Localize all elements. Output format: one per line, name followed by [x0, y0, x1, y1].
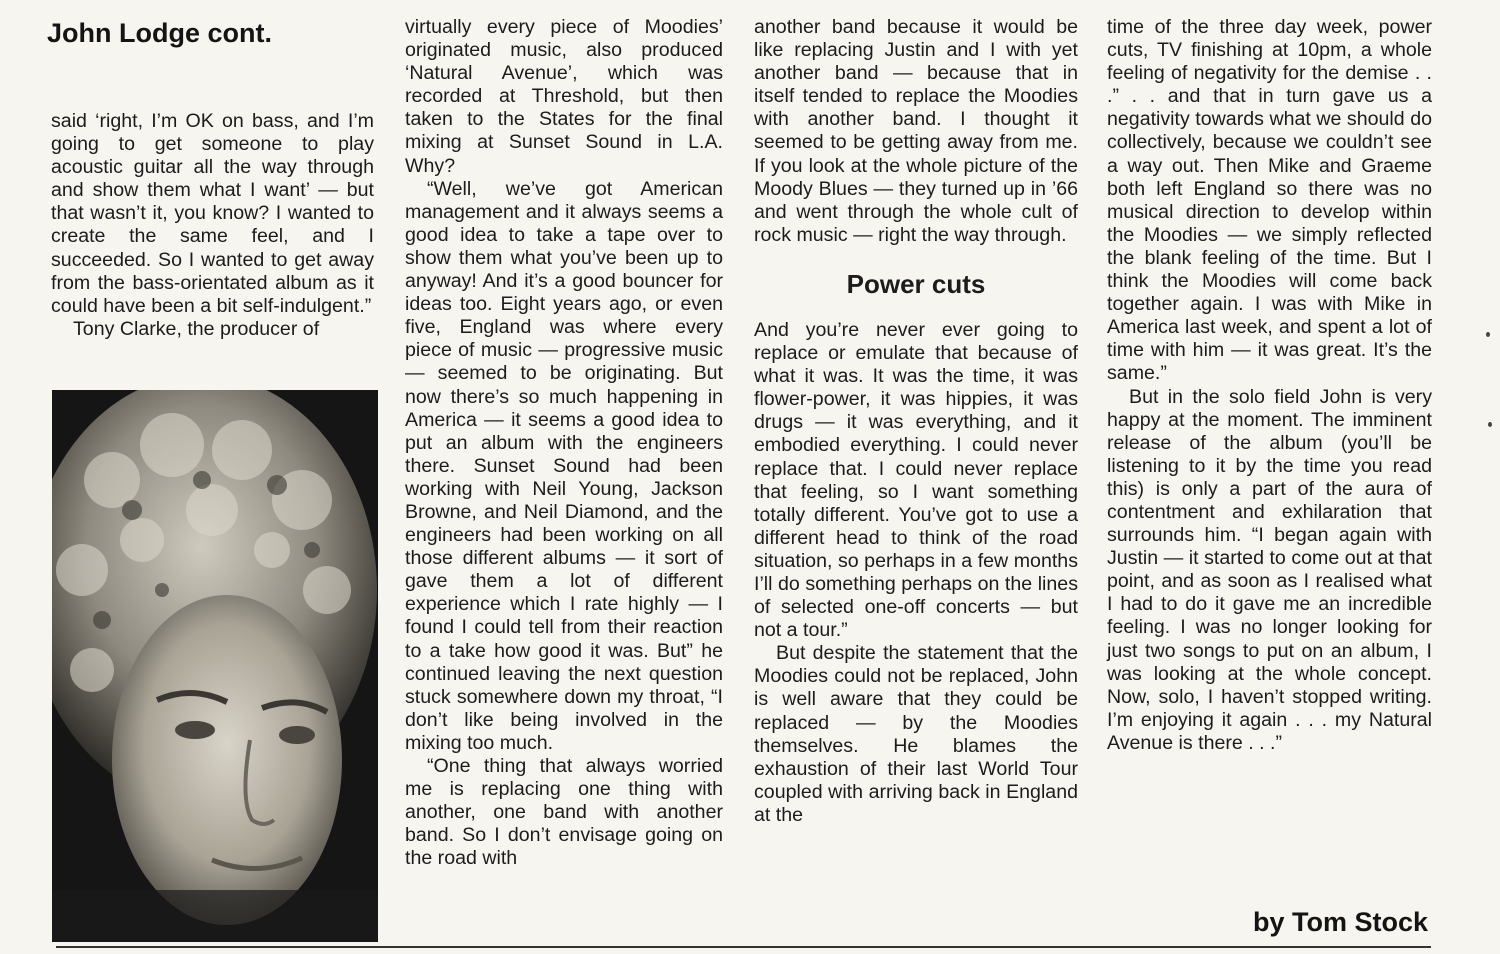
column-1 [51, 110, 374, 341]
paragraph: Tony Clarke, the producer of [73, 317, 320, 340]
print-speck [1488, 422, 1492, 427]
column-3 [754, 16, 1078, 827]
paragraph: But in the solo field John is very happy at the moment. The imminent release of the album (you’ll be listening to it by the time you read this) is only a part of the aura of contentment and exhilaration that surrounds him. “I began again with Justin — it started to come out at that point, and as soon as I realised what I had to do it gave me an incredible feeling. I was no longer looking for just two songs to put on an album, I was looking at the whole concept. Now, solo, I haven’t stopped writing. I’m enjoying it again . . . my Natural Avenue is there . . .” [1107, 385, 1432, 754]
paragraph: “Well, we’ve got American management and it always seems a good idea to take a tape over to show them what you’ve been up to anyway! And it’s a good bouncer for ideas too. Eight years ago, or even five, England was where every piece of music — progressive music — seemed to be originating. But now there’s so much happening in America — it seems a good idea to put an album with the engineers there. Sunset Sound had been working with Neil Young, Jackson Browne, and Neil Diamond, and the engineers had been working on all those different albums — it sort of gave them a lot of different experience which I rate highly — I found I could tell from their reaction to a take how good it was. But” he continued leaving the next question stuck somewhere down my throat, “I don’t like being involved in the mixing too much. [405, 177, 723, 754]
paragraph: But despite the statement that the Moodies could not be replaced, John is well aware that they could be replaced — by the Moodies themselves. He blames the exhaustion of their last World Tour coupled with arriving back in England at the [754, 642, 1078, 826]
column-2 [405, 16, 723, 870]
portrait-photo [52, 390, 378, 942]
column-4 [1107, 16, 1432, 755]
paragraph: virtually every piece of Moodies’ originated music, also produced ‘Natural Avenue’, which was recorded at Threshold, but then taken to the States for the final mixing at Sunset Sound in L.A. Why? [405, 16, 723, 177]
portrait-illustration [52, 390, 378, 942]
subheading-power-cuts: Power cuts [846, 268, 986, 299]
paragraph: time of the three day week, power cuts, TV finishing at 10pm, a whole feeling of negativity for the demise . . .” . . and that in turn gave us a negativity towards what we should do collectively, because we couldn’t see a way out. Then Mike and Graeme both left England so there was no musical direction to develop within the Moodies — we simply reflected the blank feeling of the time. But I think the Moodies will come back together again. I was with Mike in America last week, and spent a lot of time with him — it was great. It’s the same.” [1107, 16, 1432, 385]
paragraph: said ‘right, I’m OK on bass, and I’m going to get someone to play acoustic guitar all the way through and show them what I want’ — but that wasn’t it, you know? I wanted to create the same feel, and I succeeded. So I wanted to get away from the bass-orientated album as it could have been a bit self-indulgent.” [51, 110, 374, 317]
print-speck [1486, 332, 1490, 337]
paragraph: another band because it would be like replacing Justin and I with yet another band — because that in itself tended to replace the Moodies with another band. I thought it seemed to be getting away from me. If you look at the whole picture of the Moody Blues — they turned up in ’66 and went through the whole cult of rock music — right the way through. [754, 16, 1078, 246]
paragraph: And you’re never ever going to replace or emulate that because of what it was. It was the time, it was flower-power, it was hippies, it was drugs — it was everything, and it embodied everything. I could never replace that. I could never replace that feeling, so I want something totally different. You’ve got to use a different head to think of the road situation, so perhaps in a few months I’ll do something perhaps on the lines of selected one-off concerts — but not a tour.” [754, 318, 1078, 642]
bottom-rule [56, 946, 1431, 948]
article-title: John Lodge cont. [47, 18, 272, 48]
byline: by Tom Stock [1252, 907, 1428, 937]
paragraph: “One thing that always worried me is replacing one thing with another, one band with another band. So I don’t envisage going on the road with [405, 755, 723, 870]
